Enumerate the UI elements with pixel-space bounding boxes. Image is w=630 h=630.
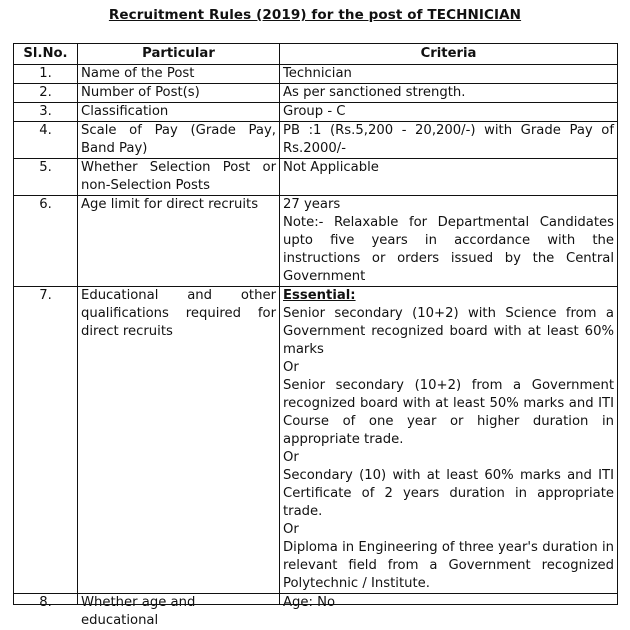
qualification-option: Diploma in Engineering of three year's duration in relevant field from a Government recognized Polytechnic / Institute. xyxy=(283,540,614,591)
criteria-line: 27 years xyxy=(283,197,341,212)
row-particular: Classification xyxy=(78,103,280,122)
row-sl-no: 6. xyxy=(14,196,78,287)
row-criteria xyxy=(280,159,618,196)
row-sl-no: 4. xyxy=(14,122,78,159)
table-row xyxy=(14,84,618,103)
recruitment-rules-table xyxy=(13,43,618,628)
row-sl-no: 2. xyxy=(14,84,78,103)
table-row xyxy=(14,65,618,84)
row-criteria xyxy=(280,594,618,610)
qualification-option: Senior secondary (10+2) from a Government recognized board with at least 50% marks and ITI Course of one year or higher duration in appropriate trade. xyxy=(283,378,614,447)
row-criteria xyxy=(280,65,618,84)
criteria-line: Technician xyxy=(283,66,352,81)
cut-text: 8. xyxy=(39,595,52,610)
row-sl-no: 1. xyxy=(14,65,78,84)
row-particular xyxy=(78,594,280,628)
row-sl-no: 5. xyxy=(14,159,78,196)
document-title: Recruitment Rules (2019) for the post of TECHNICIAN xyxy=(108,7,522,23)
table-row xyxy=(14,594,618,605)
column-header-particular: Particular xyxy=(78,44,280,65)
table-row xyxy=(14,122,618,159)
criteria-line: PB :1 (Rs.5,200 - 20,200/-) with Grade Pay of Rs.2000/- xyxy=(283,123,614,156)
table-header-row xyxy=(14,44,618,65)
row-particular: Educational and other qualifications required for direct recruits xyxy=(78,287,280,594)
table-row xyxy=(14,196,618,287)
cut-text: Age: No xyxy=(283,595,336,610)
or-separator: Or xyxy=(283,450,299,465)
row-criteria xyxy=(280,103,618,122)
table-row xyxy=(14,287,618,594)
row-sl-no xyxy=(14,594,78,610)
essential-heading: Essential: xyxy=(283,288,356,303)
row-criteria xyxy=(280,122,618,159)
table-row xyxy=(14,103,618,122)
row-sl-no: 7. xyxy=(14,287,78,594)
cut-text: Whether age and educational xyxy=(81,595,196,628)
criteria-line: As per sanctioned strength. xyxy=(283,85,466,100)
row-criteria xyxy=(280,287,618,594)
qualification-option: Secondary (10) with at least 60% marks and ITI Certificate of 2 years duration in appropriate trade. xyxy=(283,468,614,519)
qualification-option: Senior secondary (10+2) with Science from a Government recognized board with at least 60% marks xyxy=(283,306,614,357)
criteria-line: Group - C xyxy=(283,104,346,119)
row-sl-no: 3. xyxy=(14,103,78,122)
column-header-sl-no: Sl.No. xyxy=(14,44,78,65)
row-criteria xyxy=(280,196,618,287)
or-separator: Or xyxy=(283,522,299,537)
row-particular: Number of Post(s) xyxy=(78,84,280,103)
row-criteria xyxy=(280,84,618,103)
row-particular: Age limit for direct recruits xyxy=(78,196,280,287)
column-header-criteria: Criteria xyxy=(280,44,618,65)
table-row xyxy=(14,159,618,196)
row-particular: Scale of Pay (Grade Pay, Band Pay) xyxy=(78,122,280,159)
row-particular: Name of the Post xyxy=(78,65,280,84)
row-particular: Whether Selection Post or non-Selection Posts xyxy=(78,159,280,196)
criteria-note: Note:- Relaxable for Departmental Candidates upto five years in accordance with the instructions or orders issued by the Central Government xyxy=(283,215,614,284)
or-separator: Or xyxy=(283,360,299,375)
criteria-line: Not Applicable xyxy=(283,160,379,175)
